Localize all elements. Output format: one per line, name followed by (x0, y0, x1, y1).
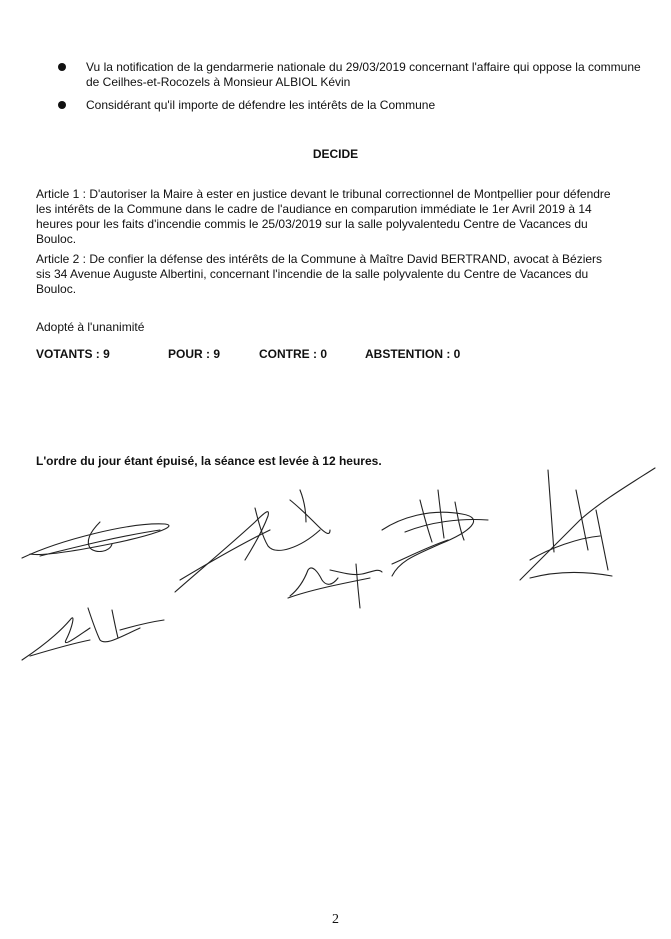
signature-5 (520, 468, 655, 580)
bullet-text: Vu la notification de la gendarmerie nationale du 29/03/2019 concernant l'affaire qui oppose la commune de Ceilhes-et-Rocozels à Monsieur ALBIOL Kévin (86, 60, 641, 89)
signature-2 (175, 490, 330, 592)
bullet-icon (58, 63, 66, 71)
signature-4 (382, 490, 488, 576)
bullet-item-notification (58, 60, 646, 90)
bullet-item-considerant (58, 98, 646, 113)
votes-contre: CONTRE : 0 (259, 347, 328, 361)
closing-statement: L'ordre du jour étant épuisé, la séance est levée à 12 heures. (36, 454, 382, 468)
bullet-icon (58, 101, 66, 109)
votes-votants: VOTANTS : 9 (36, 347, 110, 361)
decide-heading: DECIDE (312, 147, 359, 161)
article-2: Article 2 : De confier la défense des intérêts de la Commune à Maître David BERTRAND, avocat à Béziers sis 34 Avenue Auguste Albertini, concernant l'incendie de la salle polyvalente du Centre de Vacances du Bouloc. (36, 252, 603, 296)
signature-3 (288, 564, 382, 608)
votes-abstention: ABSTENTION : 0 (365, 347, 461, 361)
signature-1 (22, 522, 169, 558)
votes-pour: POUR : 9 (168, 347, 221, 361)
signatures-area (0, 460, 671, 680)
page-number: 2 (332, 912, 339, 927)
bullet-text: Considérant qu'il importe de défendre les intérêts de la Commune (86, 98, 436, 112)
article-1: Article 1 : D'autoriser la Maire à ester en justice devant le tribunal correctionnel de Montpellier pour défendre les intérêts de la Commune dans le cadre de l'audiance en comparution immédiate le 1er Avril 2019 à 14 heures pour les faits d'incendie commis le 25/03/2019 sur la salle polyvalentedu Centre de Vacances du Bouloc. (36, 187, 611, 246)
signature-6 (22, 608, 164, 660)
adopted-statement: Adopté à l'unanimité (36, 320, 145, 334)
